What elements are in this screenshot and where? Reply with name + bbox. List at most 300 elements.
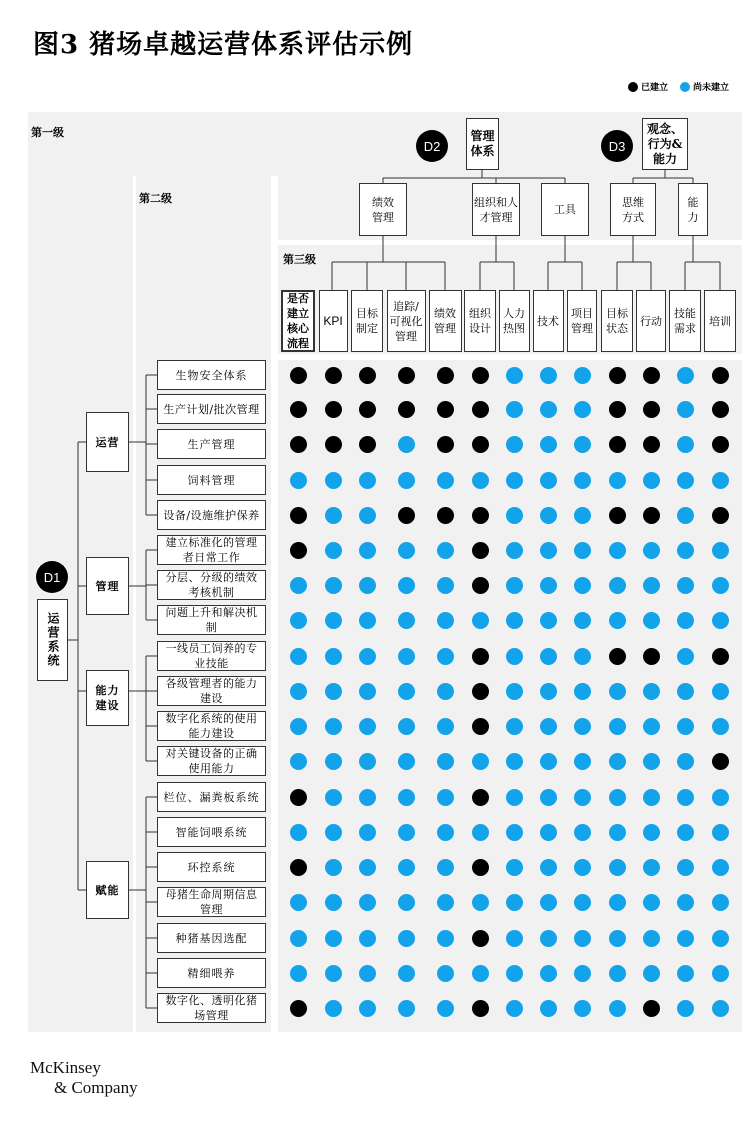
status-dot-digital-transparent-farm-org-design (472, 1000, 489, 1017)
status-dot-production-mgmt-target-setting (359, 436, 376, 453)
row-label-digital-system-capability: 数字化系统的使用能力建设 (157, 711, 266, 741)
row-label-digital-transparent-farm: 数字化、透明化猪场管理 (157, 993, 266, 1023)
status-dot-frontline-skills-kpi (325, 648, 342, 665)
status-dot-manager-routine-project-mgmt (574, 542, 591, 559)
status-dot-equipment-maintenance-action (643, 507, 660, 524)
column-header-action: 行动 (636, 290, 666, 352)
status-dot-problem-escalation-tracking-visual (398, 612, 415, 629)
level3-label: 第三级 (283, 253, 316, 266)
status-dot-performance-review-project-mgmt (574, 577, 591, 594)
status-dot-manager-capability-action (643, 683, 660, 700)
status-dot-sow-lifecycle-project-mgmt (574, 894, 591, 911)
status-dot-smart-feeding-org-design (472, 824, 489, 841)
column-header-org-design: 组织设计 (464, 290, 496, 352)
status-dot-smart-feeding-performance (437, 824, 454, 841)
column-header-skill-needs: 技能需求 (669, 290, 701, 352)
row-label-problem-escalation: 问题上升和解决机制 (157, 605, 266, 635)
status-dot-feed-mgmt-performance (437, 472, 454, 489)
status-dot-production-plan-performance (437, 401, 454, 418)
status-dot-manager-routine-training (712, 542, 729, 559)
status-dot-digital-transparent-farm-kpi (325, 1000, 342, 1017)
status-dot-biosecurity-target-state (609, 367, 626, 384)
status-dot-precision-feeding-target-setting (359, 965, 376, 982)
status-dot-problem-escalation-org-design (472, 612, 489, 629)
status-dot-frontline-skills-target-setting (359, 648, 376, 665)
status-dot-sow-lifecycle-target-state (609, 894, 626, 911)
status-dot-production-mgmt-core-process (290, 436, 307, 453)
status-dot-feed-mgmt-action (643, 472, 660, 489)
status-dot-pen-slat-system-training (712, 789, 729, 806)
status-dot-key-equipment-usage-skill-needs (677, 753, 694, 770)
status-dot-frontline-skills-core-process (290, 648, 307, 665)
status-dot-performance-review-kpi (325, 577, 342, 594)
row-label-production-plan: 生产计划/批次管理 (157, 394, 266, 424)
status-dot-digital-system-capability-technology (540, 718, 557, 735)
status-dot-problem-escalation-talent-heatmap (506, 612, 523, 629)
status-dot-digital-transparent-farm-target-setting (359, 1000, 376, 1017)
status-dot-smart-feeding-core-process (290, 824, 307, 841)
status-dot-frontline-skills-tracking-visual (398, 648, 415, 665)
status-dot-frontline-skills-performance (437, 648, 454, 665)
status-dot-feed-mgmt-skill-needs (677, 472, 694, 489)
column-header-target-setting: 目标制定 (351, 290, 383, 352)
status-dot-biosecurity-project-mgmt (574, 367, 591, 384)
status-dot-pen-slat-system-technology (540, 789, 557, 806)
status-dot-key-equipment-usage-training (712, 753, 729, 770)
status-dot-breeding-genetics-target-state (609, 930, 626, 947)
status-dot-smart-feeding-talent-heatmap (506, 824, 523, 841)
status-dot-key-equipment-usage-action (643, 753, 660, 770)
status-dot-digital-system-capability-skill-needs (677, 718, 694, 735)
status-dot-equipment-maintenance-core-process (290, 507, 307, 524)
status-dot-manager-capability-tracking-visual (398, 683, 415, 700)
logo-line-1: McKinsey (30, 1058, 101, 1077)
status-dot-digital-transparent-farm-talent-heatmap (506, 1000, 523, 1017)
status-dot-precision-feeding-kpi (325, 965, 342, 982)
status-dot-breeding-genetics-training (712, 930, 729, 947)
status-dot-equipment-maintenance-performance (437, 507, 454, 524)
status-dot-equipment-maintenance-skill-needs (677, 507, 694, 524)
group-capability-building: 能力建设 (86, 670, 129, 726)
status-dot-feed-mgmt-project-mgmt (574, 472, 591, 489)
status-dot-digital-transparent-farm-skill-needs (677, 1000, 694, 1017)
status-dot-manager-routine-target-setting (359, 542, 376, 559)
status-dot-breeding-genetics-kpi (325, 930, 342, 947)
column-header-target-state: 目标状态 (601, 290, 633, 352)
node-tools: 工具 (541, 183, 589, 236)
status-dot-performance-review-talent-heatmap (506, 577, 523, 594)
status-dot-biosecurity-kpi (325, 367, 342, 384)
status-dot-feed-mgmt-target-setting (359, 472, 376, 489)
status-dot-smart-feeding-skill-needs (677, 824, 694, 841)
row-label-equipment-maintenance: 设备/设施维护保养 (157, 500, 266, 530)
status-dot-problem-escalation-skill-needs (677, 612, 694, 629)
status-dot-digital-system-capability-project-mgmt (574, 718, 591, 735)
status-dot-biosecurity-action (643, 367, 660, 384)
column-header-project-mgmt: 项目管理 (567, 290, 597, 352)
status-dot-climate-control-kpi (325, 859, 342, 876)
status-dot-manager-capability-training (712, 683, 729, 700)
row-label-feed-mgmt: 饲料管理 (157, 465, 266, 495)
status-dot-production-mgmt-project-mgmt (574, 436, 591, 453)
row-label-precision-feeding: 精细喂养 (157, 958, 266, 988)
status-dot-equipment-maintenance-project-mgmt (574, 507, 591, 524)
d1-badge: D1 (36, 561, 68, 593)
row-label-sow-lifecycle: 母猪生命周期信息管理 (157, 887, 266, 917)
status-dot-pen-slat-system-kpi (325, 789, 342, 806)
status-dot-smart-feeding-target-setting (359, 824, 376, 841)
column-header-performance: 绩效管理 (429, 290, 462, 352)
status-dot-manager-capability-target-state (609, 683, 626, 700)
status-dot-pen-slat-system-performance (437, 789, 454, 806)
status-dot-frontline-skills-technology (540, 648, 557, 665)
status-dot-biosecurity-tracking-visual (398, 367, 415, 384)
status-dot-digital-system-capability-talent-heatmap (506, 718, 523, 735)
status-dot-frontline-skills-project-mgmt (574, 648, 591, 665)
row-label-production-mgmt: 生产管理 (157, 429, 266, 459)
row-label-manager-capability: 各级管理者的能力建设 (157, 676, 266, 706)
status-dot-precision-feeding-talent-heatmap (506, 965, 523, 982)
status-dot-manager-capability-skill-needs (677, 683, 694, 700)
status-dot-key-equipment-usage-project-mgmt (574, 753, 591, 770)
status-dot-pen-slat-system-action (643, 789, 660, 806)
status-dot-precision-feeding-skill-needs (677, 965, 694, 982)
status-dot-precision-feeding-action (643, 965, 660, 982)
status-dot-key-equipment-usage-target-state (609, 753, 626, 770)
status-dot-sow-lifecycle-tracking-visual (398, 894, 415, 911)
status-dot-performance-review-performance (437, 577, 454, 594)
status-dot-biosecurity-performance (437, 367, 454, 384)
status-dot-precision-feeding-training (712, 965, 729, 982)
status-dot-manager-capability-core-process (290, 683, 307, 700)
status-dot-manager-capability-performance (437, 683, 454, 700)
status-dot-pen-slat-system-project-mgmt (574, 789, 591, 806)
status-dot-climate-control-core-process (290, 859, 307, 876)
status-dot-production-plan-tracking-visual (398, 401, 415, 418)
status-dot-manager-capability-org-design (472, 683, 489, 700)
status-dot-breeding-genetics-core-process (290, 930, 307, 947)
status-dot-performance-review-action (643, 577, 660, 594)
status-dot-frontline-skills-skill-needs (677, 648, 694, 665)
status-dot-sow-lifecycle-action (643, 894, 660, 911)
status-dot-production-plan-project-mgmt (574, 401, 591, 418)
status-dot-manager-routine-tracking-visual (398, 542, 415, 559)
status-dot-sow-lifecycle-org-design (472, 894, 489, 911)
status-dot-production-mgmt-technology (540, 436, 557, 453)
status-dot-key-equipment-usage-talent-heatmap (506, 753, 523, 770)
status-dot-problem-escalation-technology (540, 612, 557, 629)
status-dot-precision-feeding-target-state (609, 965, 626, 982)
status-dot-digital-system-capability-training (712, 718, 729, 735)
d3-badge: D3 (601, 130, 633, 162)
status-dot-manager-routine-target-state (609, 542, 626, 559)
status-dot-pen-slat-system-core-process (290, 789, 307, 806)
root-node-operating-system: 运营系统 (37, 599, 68, 681)
status-dot-production-mgmt-tracking-visual (398, 436, 415, 453)
status-dot-manager-routine-core-process (290, 542, 307, 559)
status-dot-biosecurity-org-design (472, 367, 489, 384)
row-label-manager-routine: 建立标准化的管理者日常工作 (157, 535, 266, 565)
column-header-technology: 技术 (533, 290, 564, 352)
status-dot-problem-escalation-core-process (290, 612, 307, 629)
column-header-core-process: 是否建立核心流程 (281, 290, 315, 352)
status-dot-frontline-skills-action (643, 648, 660, 665)
status-dot-digital-system-capability-org-design (472, 718, 489, 735)
status-dot-digital-transparent-farm-action (643, 1000, 660, 1017)
status-dot-digital-transparent-farm-target-state (609, 1000, 626, 1017)
status-dot-feed-mgmt-core-process (290, 472, 307, 489)
status-dot-manager-routine-org-design (472, 542, 489, 559)
status-dot-manager-routine-kpi (325, 542, 342, 559)
status-dot-production-mgmt-training (712, 436, 729, 453)
status-dot-pen-slat-system-target-setting (359, 789, 376, 806)
status-dot-equipment-maintenance-org-design (472, 507, 489, 524)
status-dot-manager-routine-performance (437, 542, 454, 559)
status-dot-climate-control-training (712, 859, 729, 876)
status-dot-production-plan-action (643, 401, 660, 418)
status-dot-manager-capability-project-mgmt (574, 683, 591, 700)
level2-label: 第二级 (139, 192, 172, 205)
status-dot-production-plan-core-process (290, 401, 307, 418)
status-dot-production-plan-technology (540, 401, 557, 418)
status-dot-smart-feeding-action (643, 824, 660, 841)
status-dot-climate-control-org-design (472, 859, 489, 876)
status-dot-problem-escalation-performance (437, 612, 454, 629)
status-dot-production-mgmt-target-state (609, 436, 626, 453)
status-dot-equipment-maintenance-target-state (609, 507, 626, 524)
group-operations: 运营 (86, 412, 129, 472)
status-dot-pen-slat-system-target-state (609, 789, 626, 806)
status-dot-production-plan-org-design (472, 401, 489, 418)
status-dot-climate-control-action (643, 859, 660, 876)
status-dot-sow-lifecycle-kpi (325, 894, 342, 911)
status-dot-frontline-skills-target-state (609, 648, 626, 665)
status-dot-precision-feeding-core-process (290, 965, 307, 982)
status-dot-equipment-maintenance-kpi (325, 507, 342, 524)
d2-badge: D2 (416, 130, 448, 162)
status-dot-equipment-maintenance-target-setting (359, 507, 376, 524)
status-dot-breeding-genetics-tracking-visual (398, 930, 415, 947)
status-dot-sow-lifecycle-core-process (290, 894, 307, 911)
status-dot-smart-feeding-tracking-visual (398, 824, 415, 841)
status-dot-manager-routine-technology (540, 542, 557, 559)
status-dot-climate-control-technology (540, 859, 557, 876)
status-dot-problem-escalation-project-mgmt (574, 612, 591, 629)
status-dot-biosecurity-technology (540, 367, 557, 384)
status-dot-precision-feeding-technology (540, 965, 557, 982)
status-dot-digital-system-capability-target-setting (359, 718, 376, 735)
status-dot-manager-capability-kpi (325, 683, 342, 700)
status-dot-problem-escalation-training (712, 612, 729, 629)
status-dot-precision-feeding-org-design (472, 965, 489, 982)
status-dot-problem-escalation-target-setting (359, 612, 376, 629)
status-dot-equipment-maintenance-tracking-visual (398, 507, 415, 524)
status-dot-precision-feeding-tracking-visual (398, 965, 415, 982)
status-dot-digital-transparent-farm-tracking-visual (398, 1000, 415, 1017)
row-label-frontline-skills: 一线员工饲养的专业技能 (157, 641, 266, 671)
status-dot-production-plan-talent-heatmap (506, 401, 523, 418)
node-mindset: 思维方式 (610, 183, 656, 236)
status-dot-feed-mgmt-talent-heatmap (506, 472, 523, 489)
status-dot-manager-routine-talent-heatmap (506, 542, 523, 559)
status-dot-breeding-genetics-action (643, 930, 660, 947)
status-dot-pen-slat-system-tracking-visual (398, 789, 415, 806)
status-dot-performance-review-core-process (290, 577, 307, 594)
status-dot-digital-transparent-farm-training (712, 1000, 729, 1017)
status-dot-equipment-maintenance-training (712, 507, 729, 524)
status-dot-problem-escalation-target-state (609, 612, 626, 629)
status-dot-performance-review-tracking-visual (398, 577, 415, 594)
status-dot-sow-lifecycle-technology (540, 894, 557, 911)
status-dot-performance-review-target-state (609, 577, 626, 594)
mckinsey-logo (30, 1058, 138, 1098)
status-dot-breeding-genetics-skill-needs (677, 930, 694, 947)
status-dot-pen-slat-system-skill-needs (677, 789, 694, 806)
legend-not-established-label: 尚未建立 (693, 83, 730, 93)
status-dot-digital-system-capability-kpi (325, 718, 342, 735)
status-dot-key-equipment-usage-core-process (290, 753, 307, 770)
status-dot-performance-review-target-setting (359, 577, 376, 594)
status-dot-production-plan-skill-needs (677, 401, 694, 418)
status-dot-production-mgmt-org-design (472, 436, 489, 453)
status-dot-smart-feeding-target-state (609, 824, 626, 841)
status-dot-production-plan-target-setting (359, 401, 376, 418)
status-dot-manager-capability-technology (540, 683, 557, 700)
node-mindset-behavior-capability: 观念、行为&能力 (642, 118, 688, 170)
status-dot-equipment-maintenance-talent-heatmap (506, 507, 523, 524)
page-title: 图3 猪场卓越运营体系评估示例 (33, 30, 414, 60)
status-dot-manager-capability-target-setting (359, 683, 376, 700)
level1-label: 第一级 (31, 126, 64, 139)
column-header-talent-heatmap: 人力热图 (499, 290, 530, 352)
status-dot-feed-mgmt-tracking-visual (398, 472, 415, 489)
status-dot-climate-control-tracking-visual (398, 859, 415, 876)
node-org-and-talent: 组织和人才管理 (472, 183, 520, 236)
status-dot-climate-control-target-setting (359, 859, 376, 876)
status-dot-production-mgmt-talent-heatmap (506, 436, 523, 453)
status-dot-sow-lifecycle-talent-heatmap (506, 894, 523, 911)
row-label-key-equipment-usage: 对关键设备的正确使用能力 (157, 746, 266, 776)
status-dot-smart-feeding-technology (540, 824, 557, 841)
status-dot-smart-feeding-kpi (325, 824, 342, 841)
status-dot-key-equipment-usage-target-setting (359, 753, 376, 770)
status-dot-feed-mgmt-kpi (325, 472, 342, 489)
status-dot-frontline-skills-talent-heatmap (506, 648, 523, 665)
status-dot-sow-lifecycle-training (712, 894, 729, 911)
row-label-breeding-genetics: 种猪基因选配 (157, 923, 266, 953)
status-dot-breeding-genetics-performance (437, 930, 454, 947)
status-dot-feed-mgmt-target-state (609, 472, 626, 489)
status-dot-production-plan-kpi (325, 401, 342, 418)
status-dot-biosecurity-target-setting (359, 367, 376, 384)
status-dot-production-mgmt-performance (437, 436, 454, 453)
status-dot-sow-lifecycle-performance (437, 894, 454, 911)
logo-line-2: & Company (54, 1078, 138, 1097)
status-dot-climate-control-skill-needs (677, 859, 694, 876)
status-dot-problem-escalation-action (643, 612, 660, 629)
status-dot-feed-mgmt-technology (540, 472, 557, 489)
status-dot-smart-feeding-project-mgmt (574, 824, 591, 841)
node-performance-management: 绩效管理 (359, 183, 407, 236)
status-dot-sow-lifecycle-skill-needs (677, 894, 694, 911)
status-dot-frontline-skills-training (712, 648, 729, 665)
status-dot-digital-transparent-farm-core-process (290, 1000, 307, 1017)
status-dot-digital-system-capability-core-process (290, 718, 307, 735)
status-dot-performance-review-org-design (472, 577, 489, 594)
status-dot-equipment-maintenance-technology (540, 507, 557, 524)
status-dot-breeding-genetics-project-mgmt (574, 930, 591, 947)
status-dot-key-equipment-usage-performance (437, 753, 454, 770)
row-label-climate-control: 环控系统 (157, 852, 266, 882)
status-dot-precision-feeding-project-mgmt (574, 965, 591, 982)
status-dot-feed-mgmt-org-design (472, 472, 489, 489)
status-dot-feed-mgmt-training (712, 472, 729, 489)
status-dot-breeding-genetics-technology (540, 930, 557, 947)
status-dot-digital-transparent-farm-project-mgmt (574, 1000, 591, 1017)
status-dot-precision-feeding-performance (437, 965, 454, 982)
group-enablement: 赋能 (86, 861, 129, 919)
status-dot-breeding-genetics-target-setting (359, 930, 376, 947)
group-management: 管理 (86, 557, 129, 615)
status-dot-climate-control-performance (437, 859, 454, 876)
status-dot-production-mgmt-kpi (325, 436, 342, 453)
column-header-tracking-visual: 追踪/可视化管理 (387, 290, 426, 352)
status-dot-key-equipment-usage-kpi (325, 753, 342, 770)
status-dot-digital-system-capability-tracking-visual (398, 718, 415, 735)
status-dot-key-equipment-usage-org-design (472, 753, 489, 770)
status-dot-climate-control-project-mgmt (574, 859, 591, 876)
status-dot-pen-slat-system-talent-heatmap (506, 789, 523, 806)
status-dot-key-equipment-usage-technology (540, 753, 557, 770)
row-label-smart-feeding: 智能饲喂系统 (157, 817, 266, 847)
status-dot-digital-transparent-farm-performance (437, 1000, 454, 1017)
status-dot-production-plan-training (712, 401, 729, 418)
status-dot-digital-system-capability-performance (437, 718, 454, 735)
status-dot-performance-review-training (712, 577, 729, 594)
status-dot-biosecurity-skill-needs (677, 367, 694, 384)
status-dot-pen-slat-system-org-design (472, 789, 489, 806)
status-dot-frontline-skills-org-design (472, 648, 489, 665)
row-label-performance-review: 分层、分级的绩效考核机制 (157, 570, 266, 600)
status-dot-performance-review-technology (540, 577, 557, 594)
status-dot-climate-control-target-state (609, 859, 626, 876)
status-dot-manager-routine-action (643, 542, 660, 559)
column-header-training: 培训 (704, 290, 736, 352)
status-dot-key-equipment-usage-tracking-visual (398, 753, 415, 770)
status-dot-production-mgmt-skill-needs (677, 436, 694, 453)
status-dot-breeding-genetics-org-design (472, 930, 489, 947)
row-label-pen-slat-system: 栏位、漏粪板系统 (157, 782, 266, 812)
status-dot-production-plan-target-state (609, 401, 626, 418)
status-dot-manager-capability-talent-heatmap (506, 683, 523, 700)
row-label-biosecurity: 生物安全体系 (157, 360, 266, 390)
status-dot-biosecurity-training (712, 367, 729, 384)
status-dot-production-mgmt-action (643, 436, 660, 453)
status-dot-smart-feeding-training (712, 824, 729, 841)
node-capability: 能力 (678, 183, 708, 236)
status-dot-biosecurity-core-process (290, 367, 307, 384)
status-dot-sow-lifecycle-target-setting (359, 894, 376, 911)
node-management-system: 管理体系 (466, 118, 499, 170)
status-dot-problem-escalation-kpi (325, 612, 342, 629)
status-dot-climate-control-talent-heatmap (506, 859, 523, 876)
column-header-kpi: KPI (319, 290, 348, 352)
status-dot-biosecurity-talent-heatmap (506, 367, 523, 384)
legend-established-label: 已建立 (641, 83, 669, 93)
status-dot-breeding-genetics-talent-heatmap (506, 930, 523, 947)
status-dot-digital-system-capability-target-state (609, 718, 626, 735)
status-dot-performance-review-skill-needs (677, 577, 694, 594)
